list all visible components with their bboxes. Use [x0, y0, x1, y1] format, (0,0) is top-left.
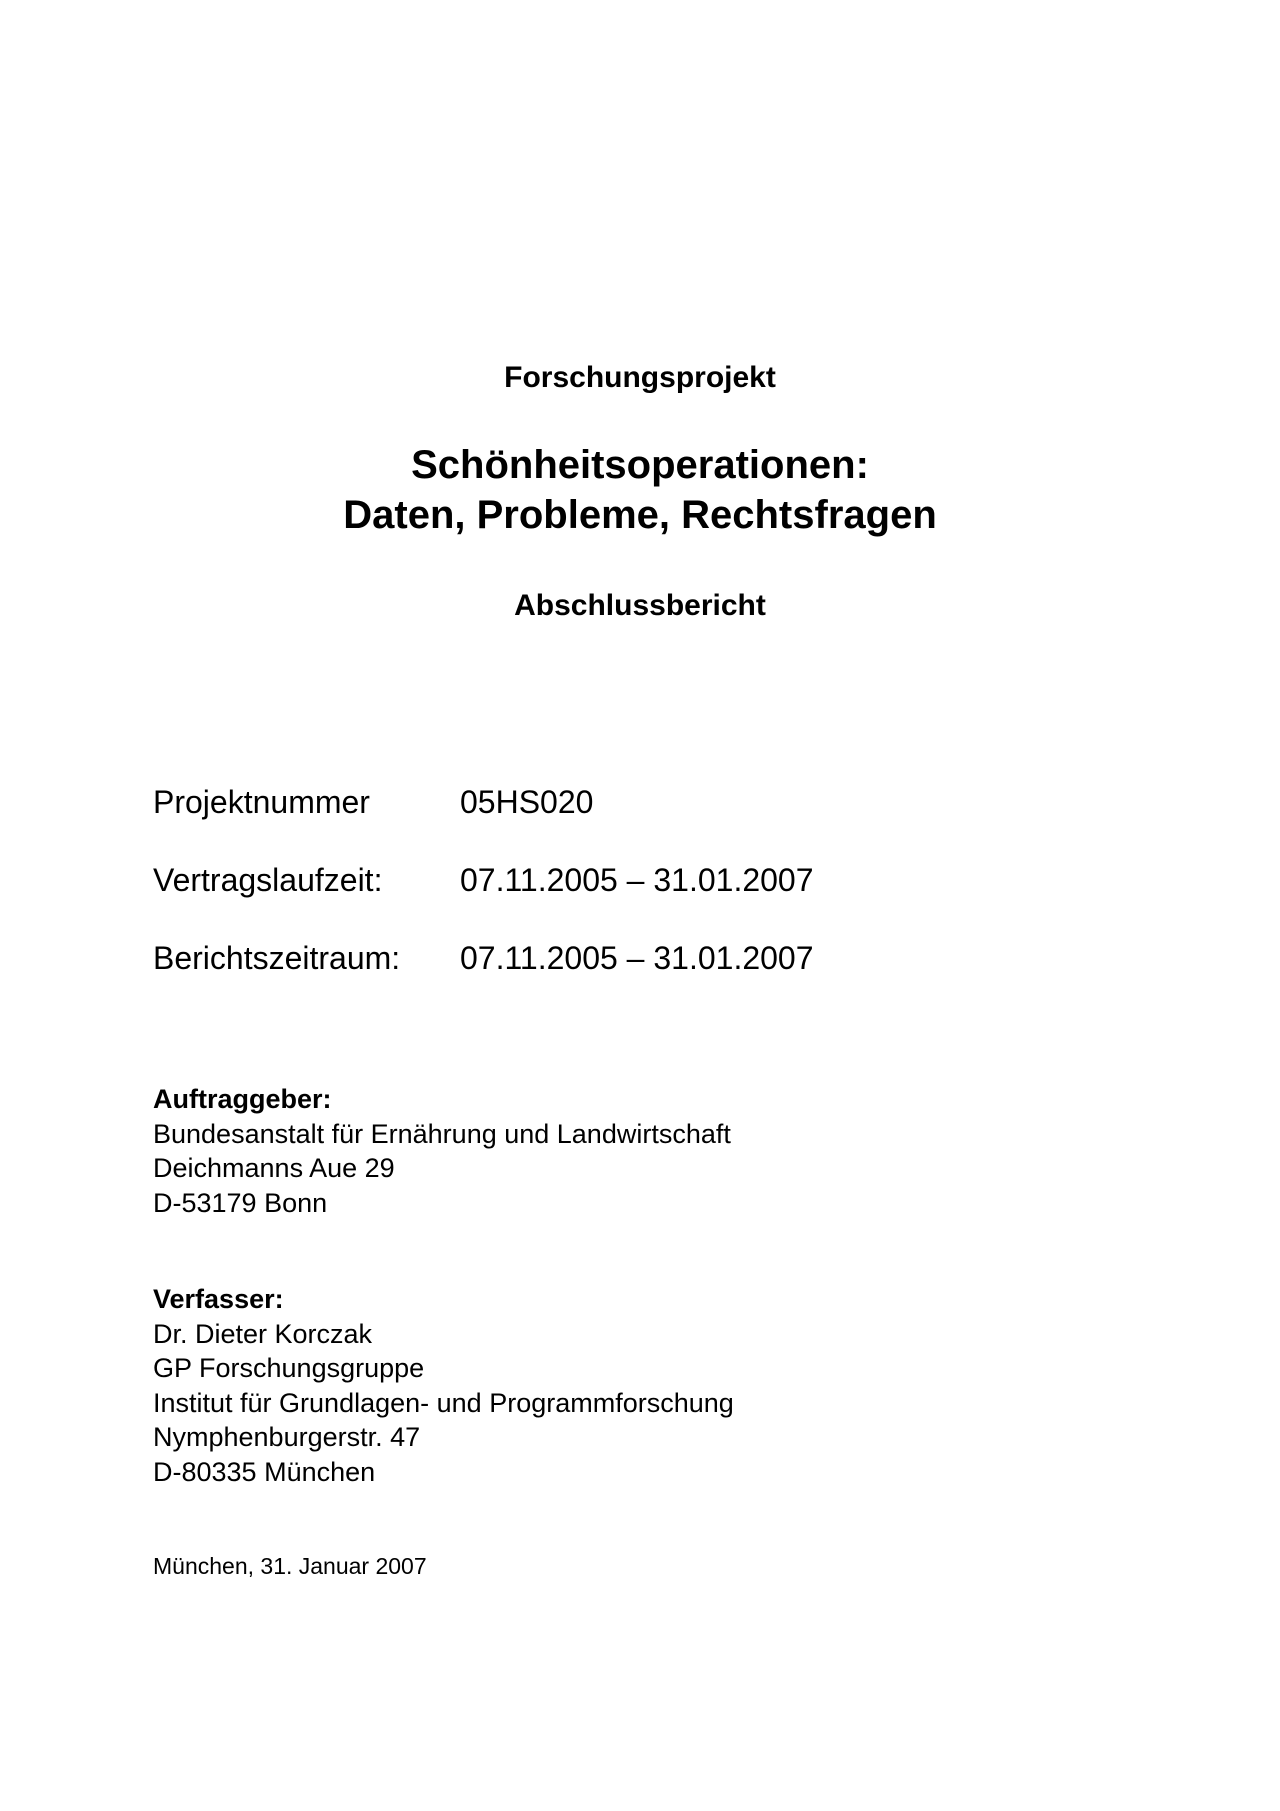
- client-heading: Auftraggeber:: [153, 1084, 332, 1114]
- author-heading: Verfasser:: [153, 1284, 284, 1314]
- title-line-1: Schönheitsoperationen:: [411, 443, 869, 487]
- info-value: 05HS020: [460, 784, 594, 820]
- project-info-table: [153, 782, 1053, 1016]
- author-line: GP Forschungsgruppe: [153, 1353, 425, 1383]
- author-line: Dr. Dieter Korczak: [153, 1318, 373, 1349]
- info-label: Vertragslaufzeit:: [153, 862, 383, 898]
- author-line: D-80335 München: [153, 1456, 376, 1487]
- info-value: 07.11.2005 – 31.01.2007: [460, 862, 814, 898]
- author-line: Institut für Grundlagen- und Programmforschung: [153, 1387, 734, 1418]
- author-line: Nymphenburgerstr. 47: [153, 1422, 421, 1452]
- info-value: 07.11.2005 – 31.01.2007: [460, 940, 814, 976]
- info-row-contract-term: [153, 860, 1053, 938]
- client-line: Deichmanns Aue 29: [153, 1153, 395, 1183]
- document-title: [0, 440, 1280, 540]
- author-block: [153, 1282, 734, 1489]
- project-kicker: Forschungsprojekt: [504, 361, 776, 394]
- client-line: Bundesanstalt für Ernährung und Landwirtschaft: [153, 1118, 731, 1149]
- info-row-report-period: [153, 938, 1053, 1016]
- info-row-project-number: [153, 782, 1053, 860]
- date-line: München, 31. Januar 2007: [153, 1553, 427, 1579]
- title-line-2: Daten, Probleme, Rechtsfragen: [343, 493, 937, 537]
- info-label: Projektnummer: [153, 784, 370, 820]
- client-line: D-53179 Bonn: [153, 1187, 328, 1218]
- document-subtitle: Abschlussbericht: [514, 589, 766, 622]
- info-label: Berichtszeitraum:: [153, 940, 401, 976]
- client-block: [153, 1082, 731, 1220]
